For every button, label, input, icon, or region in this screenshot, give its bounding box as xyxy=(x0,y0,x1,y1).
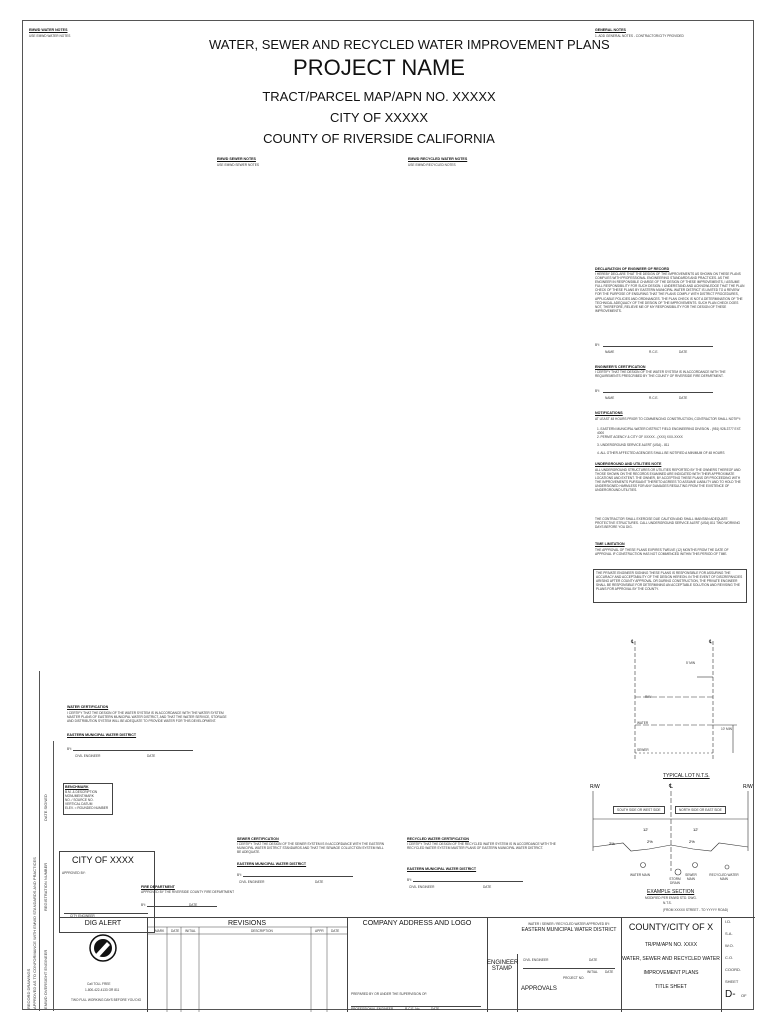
sewer-main-label: SEWER MAIN xyxy=(685,873,697,882)
recycled-cert-by: BY: xyxy=(407,878,412,882)
south-side-label: SOUTH SIDE OR WEST SIDE xyxy=(613,806,665,814)
sheet-title-cell xyxy=(621,918,722,1012)
revisions-grid xyxy=(147,918,347,1012)
emwd-approval-cell xyxy=(517,918,622,1012)
notification-item: 2. PERMIT AGENCY & CITY OF XXXXX - (XXX) XXX-XXXX xyxy=(597,435,683,439)
engineer-sign-line xyxy=(603,392,713,393)
sewer-sign-line xyxy=(243,876,353,877)
drawing-number: D- xyxy=(725,988,736,1000)
recycled-main-pipe xyxy=(725,865,729,869)
recycled-cert-label: RECYCLED WATER CERTIFICATION xyxy=(407,837,469,841)
fire-dept-text: APPROVED BY THE RIVERSIDE COUNTY FIRE DEPARTMENT xyxy=(141,890,235,894)
company-cell xyxy=(347,918,488,1012)
professional-engineer: PROFESSIONAL ENGINEER xyxy=(351,1007,394,1011)
title-block xyxy=(59,917,755,1012)
dig-alert-cell xyxy=(59,918,148,1012)
dig-alert-line3: TWO FULL WORKING DAYS BEFORE YOU DIG xyxy=(71,998,142,1002)
rev-col: DESCRIPTION xyxy=(251,929,273,933)
lot-sewer-label: SEWER xyxy=(637,748,649,752)
project-name: PROJECT NAME xyxy=(293,55,465,80)
engineer-cert-name: NAME xyxy=(605,396,615,400)
typical-lot-diagram xyxy=(613,641,753,766)
drawing-sheet xyxy=(22,20,754,1010)
underground-text: ALL UNDERGROUND STRUCTURES OR UTILITIES REPORTED BY THE OWNERS THEREOF AND THOSE SHOWN ON THE RECORDS EXAMINED ARE INDICATED WITH THEIR APPROXIMATE LOCATIONS AND EXTENT. THE OWNER, BY ACCEPTING THESE PLANS OR PROCEEDING WITH THE IMPROVEMENTS PURSUANT THERETO AGREES TO ASSUME LIABILITY AND TO HOLD THE UNDERSIGNED HARMLESS FOR ANY DAMAGES RESULTING FROM THE EXISTENCE OF UNDERGROUND UTILITIES. xyxy=(595,468,741,493)
sheet-wo: W.O. xyxy=(725,943,734,949)
company-title: COMPANY ADDRESS AND LOGO xyxy=(362,920,472,927)
sewer-cert-by: BY: xyxy=(237,873,242,877)
example-section-nts: N.T.S. xyxy=(663,901,672,905)
rev-col: DATE xyxy=(171,929,180,933)
sheet-id: I.D. xyxy=(725,919,732,924)
lot-cl-left: ℄ xyxy=(631,639,635,645)
sewer-cert-text: I CERTIFY THAT THE DESIGN OF THE SEWER SYSTEM IS IN ACCORDANCE WITH THE EASTERN MUNICIPAL WATER DISTRICT STANDARDS AND THAT THE SEWAGE COLLECTION SYSTEM WILL BE ADEQUATE. xyxy=(237,842,385,855)
rev-col: INITIAL xyxy=(185,929,196,933)
recycled-cert-civil: CIVIL ENGINEER xyxy=(409,885,435,889)
emwd-date: DATE xyxy=(589,958,598,962)
engineer-cert-label: ENGINEER'S CERTIFICATION xyxy=(595,365,646,369)
declaration-name: NAME xyxy=(605,350,615,354)
water-main-label: WATER MAIN xyxy=(629,873,650,877)
notifications-label: NOTIFICATIONS xyxy=(595,411,623,415)
declaration-sign-line xyxy=(603,346,713,347)
sewer-cert-civil: CIVIL ENGINEER xyxy=(239,880,265,884)
city-name: CITY OF XXXXX xyxy=(329,110,428,125)
recycled-sign-line xyxy=(413,881,523,882)
revisions-table xyxy=(147,918,348,1012)
water-cert-date: DATE xyxy=(147,754,156,758)
emwd-sewer-notes-text: USE EMWD SEWER NOTES xyxy=(217,163,259,167)
emwd-approved-by: WATER / SEWER / RECYCLED WATER APPROVED BY: xyxy=(528,922,610,926)
declaration-date: DATE xyxy=(679,350,688,354)
date-signed: DATE SIGNED xyxy=(43,794,48,821)
emwd-project-no: PROJECT NO. xyxy=(563,976,585,980)
emwd-initial: INITIAL xyxy=(587,970,598,974)
water-cert-emwd: EASTERN MUNICIPAL WATER DISTRICT xyxy=(67,733,137,737)
engineer-cert-by: BY: xyxy=(595,389,600,393)
sheet-of: OF xyxy=(741,993,747,998)
underground-label: UNDERGROUND AND UTILITIES NOTE xyxy=(595,462,662,466)
oversight-strip xyxy=(39,741,54,1011)
benchmark-label: BENCHMARK xyxy=(65,785,89,789)
sewer-cert-emwd: EASTERN MUNICIPAL WATER DISTRICT xyxy=(237,862,307,866)
notification-item: 4. ALL OTHER AFFECTED AGENCIES SHALL BE NOTIFIED A MINIMUM OF 48 HOURS xyxy=(597,451,725,455)
conformance-text: APPROVED AS TO CONFORMANCE WITH EMWD STANDARDS AND PRACTICES xyxy=(32,857,37,1009)
prepared-by: PREPARED BY OR UNDER THE SUPERVISION OF: xyxy=(351,992,428,996)
water-cert-text: I CERTIFY THAT THE DESIGN OF THE WATER SYSTEM IS IN ACCORDANCE WITH THE WATER SYSTEM MASTER PLANS OF EASTERN MUNICIPAL WATER DISTRICT, AND THAT THE WATER SERVICE, STORAGE AND DISTRIBUTION SYSTEM WILL BE ADEQUATE TO PROVIDE WATER FOR THIS DEVELOPMENT. xyxy=(67,711,227,724)
county-city-title: COUNTY/CITY OF X xyxy=(628,922,714,932)
sheet-number: SHEET xyxy=(725,979,739,985)
city-engineer-label: CITY ENGINEER xyxy=(70,914,95,919)
sewer-cert-label: SEWER CERTIFICATION xyxy=(237,837,279,841)
emwd-water-notes-label: EMWD WATER NOTES xyxy=(29,28,68,32)
section-rw-left: R/W xyxy=(590,784,600,790)
improvement-line2: IMPROVEMENT PLANS xyxy=(643,970,699,976)
revisions-title: REVISIONS xyxy=(227,920,267,927)
oversight-engineer: EMWD OVERSIGHT ENGINEER xyxy=(43,949,48,1009)
storm-drain-label: STORM DRAIN xyxy=(669,877,681,886)
emwd-civil: CIVIL ENGINEER xyxy=(523,958,549,962)
street-range-label: (FROM XXXXX STREET - TO YYYYY ROAD) xyxy=(663,908,729,912)
dig-alert-line1: Call TOLL FREE xyxy=(87,982,111,986)
notification-item: AT LEAST 48 HOURS PRIOR TO COMMENCING CONSTRUCTION, CONTRACTOR SHALL NOTIFY: xyxy=(595,417,741,421)
general-notes-label: GENERAL NOTES xyxy=(595,28,626,32)
lot-dim-10: 10' MIN xyxy=(721,727,732,731)
water-cert-label: WATER CERTIFICATION xyxy=(67,705,109,709)
fire-dept-date: DATE xyxy=(189,903,198,907)
engineer-cert-date: DATE xyxy=(679,396,688,400)
emwd-recycled-notes-label: EMWD RECYCLED WATER NOTES xyxy=(408,157,468,161)
tract-number: TRACT/PARCEL MAP/APN NO. XXXXX xyxy=(262,89,496,104)
dig-alert-icon xyxy=(89,934,117,962)
declaration-text: I HEREBY DECLARE THAT THE DESIGN OF THE IMPROVEMENTS AS SHOWN ON THESE PLANS COMPLIES WITH PROFESSIONAL ENGINEERING STANDARDS AND PRACTICES. AS THE ENGINEER IN RESPONSIBLE CHARGE OF THE DESIGN OF THESE IMPROVEMENTS, I ASSUME FULL RESPONSIBILITY FOR SUCH DESIGN. I UNDERSTAND AND ACKNOWLEDGE THAT THE PLAN CHECK OF THESE PLANS BY EASTERN MUNICIPAL WATER DISTRICT IS LIMITED TO A REVIEW FOR THE PURPOSE OF ENSURING THAT THE PLANS COMPLY WITH DISTRICT PROCEDURES, APPLICABLE POLICIES AND ORDINANCES. THE PLAN CHECK IS NOT A DETERMINATION OF THE TECHNICAL ADEQUACY OF THE DESIGN OF THE IMPROVEMENTS. SUCH PLAN CHECK DOES NOT, THEREFORE, RELIEVE ME OF MY RESPONSIBILITY FOR THE DESIGN OF THESE IMPROVEMENTS. xyxy=(595,272,745,313)
section-rw-right: R/W xyxy=(743,784,753,790)
declaration-rce: R.C.E. xyxy=(649,350,659,354)
dig-alert-line2: 1-800-422-4133 OR 811 xyxy=(85,988,120,992)
rev-col: MARK xyxy=(155,929,165,933)
emwd-date-2: DATE xyxy=(605,970,614,974)
emwd-sign-line xyxy=(523,968,615,969)
emwd-water-notes-text: USE EMWD WATER NOTES xyxy=(29,34,71,38)
sheet-co: C.O. xyxy=(725,955,734,961)
section-dim: 12' xyxy=(693,827,699,832)
declaration-label: DECLARATION OF ENGINEER OF RECORD xyxy=(595,267,670,271)
benchmark-line: ELEV. = ROUNDED NUMBER xyxy=(65,806,109,811)
typical-lot-title: TYPICAL LOT N.T.S. xyxy=(663,773,710,779)
rev-col: APPR xyxy=(315,929,324,933)
lot-water-label: WATER xyxy=(637,721,649,725)
private-engineer-box xyxy=(593,569,747,603)
registration-number: REGISTRATION NUMBER xyxy=(43,862,48,911)
declaration-by: BY: xyxy=(595,343,600,347)
record-drawings: RECORD DRAWINGS xyxy=(26,968,31,1009)
sheet-sa: S.A. xyxy=(725,931,733,937)
private-engineer-text: THE PRIVATE ENGINEER SIGNING THESE PLANS IS RESPONSIBLE FOR ASSURING THE ACCURACY AND ACCEPTABILITY OF THE DESIGN HEREON. IN THE EVENT OF DISCREPANCIES ARISING AFTER COUNTY APPROVAL OR DURING CONSTRUCTION, THE PRIVATE ENGINEER SHALL BE RESPONSIBLE FOR DETERMINING AN ACCEPTABLE SOLUTION AND REVISING THE PLANS FOR APPROVAL BY THE COUNTY. xyxy=(596,571,743,592)
example-section-sub: MODIFIED PER EMWD STD. DWG. xyxy=(645,896,697,900)
north-side-label: NORTH SIDE OR EAST SIDE xyxy=(675,806,726,814)
benchmark-line: VERTICAL DATUM xyxy=(65,802,93,807)
fire-dept-label: FIRE DEPARTMENT xyxy=(141,885,175,889)
benchmark-line: B.M. & DESCRIPTION xyxy=(65,790,98,794)
underground-text-2: THE CONTRACTOR SHALL EXERCISE DUE CAUTION AND SHALL MAINTAIN ADEQUATE PROTECTIVE STRUCTURES. CALL UNDERGROUND SERVICE ALERT (USA) 811 TWO WORKING DAYS BEFORE YOU DIG. xyxy=(595,517,740,530)
time-limitation-text: THE APPROVAL OF THESE PLANS EXPIRES TWELVE (12) MONTHS FROM THE DATE OF APPROVAL IF CONSTRUCTION HAS NOT COMMENCED WITHIN THIS PERIOD OF TIME. xyxy=(595,548,729,557)
recycled-cert-date: DATE xyxy=(483,885,492,889)
section-dim: 2% xyxy=(647,839,653,844)
dig-alert-title: DIG ALERT xyxy=(84,920,122,927)
emwd-recycled-notes-text: USE EMWD RECYCLED NOTES xyxy=(408,163,456,167)
engineer-stamp-label: ENGINEER STAMP xyxy=(487,960,519,972)
city-approval-title: CITY OF XXXX xyxy=(72,855,134,865)
general-notes-text: 1. ADD GENERAL NOTES - CONTRACTOR/CITY PROVIDED xyxy=(595,34,684,38)
emwd-sewer-notes-label: EMWD SEWER NOTES xyxy=(217,157,256,161)
water-main-pipe xyxy=(641,863,646,868)
benchmark-line: MONUMENT/MARK xyxy=(65,794,94,799)
water-cert-by: BY: xyxy=(67,747,72,751)
pe-date: DATE xyxy=(431,1007,440,1011)
sheet-coord: COORD. xyxy=(725,967,741,973)
pe-rce: R.C.E. No. xyxy=(405,1007,421,1011)
plans-title: WATER, SEWER AND RECYCLED WATER IMPROVEMENT PLANS xyxy=(209,37,610,52)
example-section-title: EXAMPLE SECTION xyxy=(647,889,695,895)
example-section-diagram xyxy=(583,784,753,903)
county-name: COUNTY OF RIVERSIDE CALIFORNIA xyxy=(263,131,495,146)
section-dim: 2% xyxy=(689,839,695,844)
improvement-line1: WATER, SEWER AND RECYCLED WATER xyxy=(622,956,720,962)
title-sheet-label: TITLE SHEET xyxy=(655,984,687,990)
engineer-stamp-cell xyxy=(487,954,518,1012)
engineer-cert-rce: R.C.E. xyxy=(649,396,659,400)
approvals-label: APPROVALS xyxy=(521,986,557,992)
notification-item: 1. EASTERN MUNICIPAL WATER DISTRICT FIELD ENGINEERING DIVISION - (951) 928-3777 EXT. 4000 xyxy=(597,427,742,436)
sheet-id-column xyxy=(721,918,755,1012)
benchmark-box xyxy=(63,783,113,815)
record-strip xyxy=(23,671,40,1011)
water-cert-line xyxy=(73,750,193,751)
section-cl: ℄ xyxy=(669,784,673,790)
section-dim: 12' xyxy=(643,827,649,832)
recycled-cert-text: I CERTIFY THAT THE DESIGN OF THE RECYCLED WATER SYSTEM IS IN ACCORDANCE WITH THE RECYCLED WATER SYSTEM MASTER PLANS OF EASTERN MUNICIPAL WATER DISTRICT. xyxy=(407,842,556,851)
time-limitation-label: TIME LIMITATION xyxy=(595,542,625,546)
notification-item: 3. UNDERGROUND SERVICE ALERT (USA) - 811 xyxy=(597,443,670,447)
fire-dept-by: BY: xyxy=(141,903,146,907)
sewer-cert-date: DATE xyxy=(315,880,324,884)
tr-apn: TR/PM/APN NO. XXXX xyxy=(644,942,698,948)
lot-cl-right: ℄ xyxy=(709,639,713,645)
emwd-approval-name: EASTERN MUNICIPAL WATER DISTRICT xyxy=(521,927,617,934)
fire-sign-line xyxy=(147,906,217,907)
water-cert-civil: CIVIL ENGINEER xyxy=(75,754,101,758)
lot-dim-5: 5' MIN xyxy=(686,661,696,665)
recycled-cert-emwd: EASTERN MUNICIPAL WATER DISTRICT xyxy=(407,867,477,871)
city-approved-by: APPROVED BY: xyxy=(62,871,86,875)
sewer-main-pipe xyxy=(693,863,698,868)
section-dim: 2% xyxy=(609,841,615,846)
benchmark-line: NO. / SOURCE NO. xyxy=(65,798,94,803)
engineer-cert-text: I CERTIFY THAT THE DESIGN OF THE WATER SYSTEM IS IN ACCORDANCE WITH THE REQUIREMENTS PRESCRIBED BY THE COUNTY OF RIVERSIDE FIRE DEPARTMENT. xyxy=(595,370,726,379)
recycled-main-label: RECYCLED WATER MAIN xyxy=(709,873,739,882)
rev-col: DATE xyxy=(331,929,340,933)
lot-rw-label: R/W xyxy=(645,695,652,699)
